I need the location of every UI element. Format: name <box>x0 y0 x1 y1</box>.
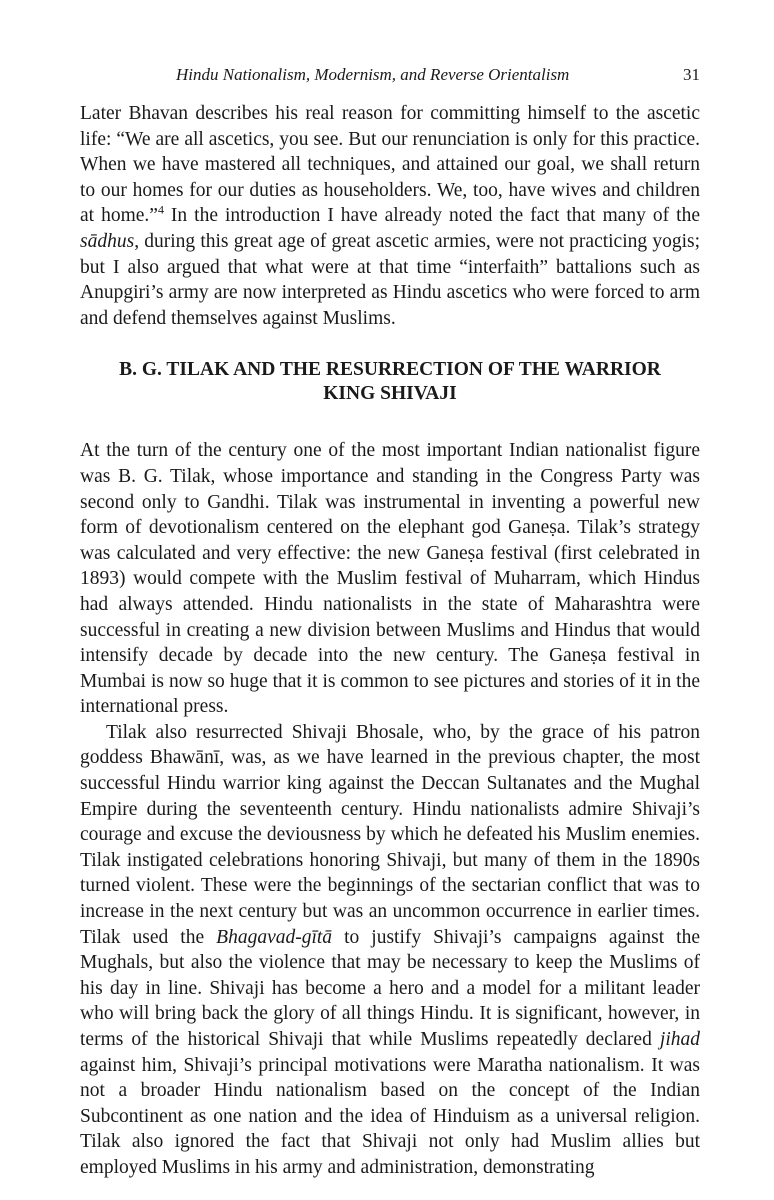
page-number: 31 <box>683 65 700 84</box>
italic-term-jihad: jihad <box>659 1029 700 1050</box>
section-heading <box>80 358 700 406</box>
paragraph-text: Tilak also resurrected Shivaji Bhosale, who, by the grace of his patron goddess Bhawānī, was, as we have learned in the previous chapter, the most successful Hindu warrior king against the Deccan Sultanates and the Mughal Empire during the seventeenth century. Hindu nationalists admire Shivaji’s courage and excuse the deviousness by which he defeated his Muslim enemies. Tilak instigated celebrations honoring Shivaji, but many of them in the 1890s turned violent. These were the beginnings of the sectarian conflict that was to increase in the next century but was an uncommon occurrence in earlier times. Tilak used the <box>80 721 700 948</box>
book-page <box>80 60 700 1181</box>
paragraph-tilak-shivaji <box>80 720 700 1181</box>
section-heading-line-1: B. G. TILAK AND THE RESURRECTION OF THE WARRIOR <box>119 359 661 381</box>
paragraph-bhavan <box>80 101 700 331</box>
paragraph-tilak-ganesa: At the turn of the century one of the most important Indian nationalist figure was B. G. Tilak, whose importance and standing in the Congress Party was second only to Gandhi. Tilak was instrumental in inventing a powerful new form of devotionalism centered on the elephant god Ganeṣa. Tilak’s strategy was calculated and very effective: the new Ganeṣa festival (first celebrated in 1893) would compete with the Muslim festival of Muharram, which Hindus had always attended. Hindu nationalists in the state of Maharashtra were successful in creating a new division between Muslims and Hindus that would intensify decade by decade into the new century. The Ganeṣa festival in Mumbai is now so huge that it is common to see pictures and stories of it in the international press. <box>80 440 700 718</box>
paragraph-text: , during this great age of great ascetic armies, were not practicing yogis; but I also argued that what were at that time “interfaith” battalions such as Anupgiri’s army are now interpreted as Hindu ascetics who were forced to arm and defend themselves against Muslims. <box>80 230 700 329</box>
paragraph-text: to justify Shivaji’s campaigns against the Mughals, but also the violence that may be necessary to keep the Muslims of his day in line. Shivaji has become a hero and a model for a militant leader who will bring back the glory of all things Hindu. It is significant, however, in terms of the historical Shivaji that while Muslims repeatedly declared <box>80 926 700 1050</box>
italic-term-gita: Bhagavad-gītā <box>216 926 333 948</box>
footnote-reference: 4 <box>157 202 164 217</box>
paragraph-text: In the introduction I have already noted the fact that many of the <box>163 205 700 227</box>
section-heading-line-2: KING SHIVAJI <box>323 383 457 405</box>
running-title: Hindu Nationalism, Modernism, and Reverse Orientalism <box>176 65 570 84</box>
paragraph-text: Later Bhavan describes his real reason for committing himself to the ascetic life: “We are all ascetics, you see. But our renunciation is only for this practice. When we have mastered all techniques, and attained our goal, we shall return to our homes for our duties as householders. We, too, have wives and children at home.” <box>80 103 700 227</box>
italic-term-sadhus: sādhus <box>80 230 135 252</box>
running-head <box>80 60 700 90</box>
paragraph-text: against him, Shivaji’s principal motivations were Maratha nationalism. It was not a broader Hindu nationalism based on the concept of the Indian Subcontinent as one nation and the idea of Hinduism as a universal religion. Tilak also ignored the fact that Shivaji not only had Muslim allies but employed Muslims in his army and administration, demonstrating <box>80 1054 700 1178</box>
